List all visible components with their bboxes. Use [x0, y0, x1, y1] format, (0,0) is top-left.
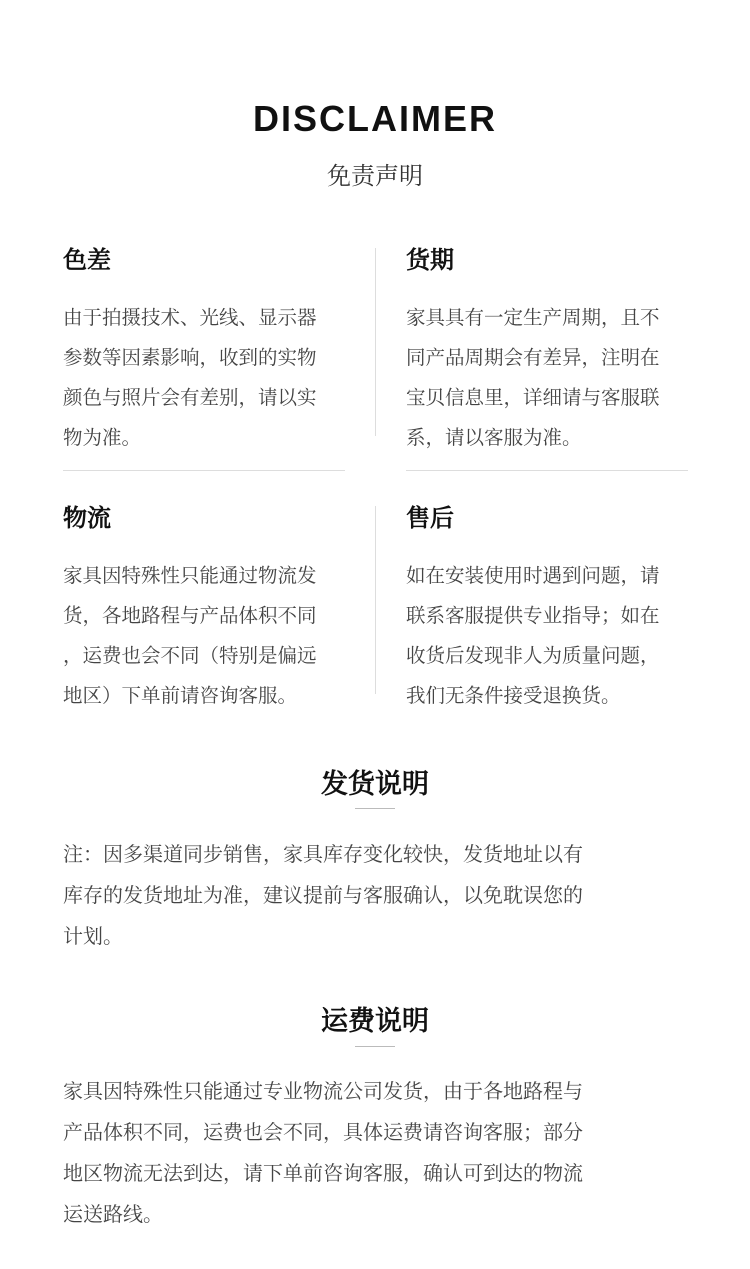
freight-paragraph: [63, 1071, 693, 1235]
para-line: 家具因特殊性只能通过专业物流公司发货，由于各地路程与: [63, 1079, 583, 1103]
cell-line: 同产品周期会有差异，注明在: [406, 346, 660, 369]
page-title: DISCLAIMER: [253, 98, 497, 139]
para-line: 注：因多渠道同步销售，家具库存变化较快，发货地址以有: [63, 842, 583, 866]
disclaimer-delivery-time: [406, 240, 696, 458]
horizontal-divider: [406, 470, 688, 471]
cell-line: 宝贝信息里，详细请与客服联: [406, 386, 660, 409]
cell-line: 颜色与照片会有差别，请以实: [63, 386, 317, 409]
disclaimer-color-difference: [63, 240, 353, 458]
cell-heading: 色差: [63, 246, 111, 274]
cell-line: 家具具有一定生产周期，且不: [406, 306, 660, 329]
freight-heading: 运费说明: [321, 1006, 429, 1037]
cell-line: 物为准。: [63, 426, 142, 449]
heading-underline: [355, 808, 395, 809]
disclaimer-logistics: [63, 498, 353, 716]
cell-line: 收货后发现非人为质量问题，: [406, 644, 660, 667]
shipping-paragraph: [63, 834, 693, 957]
cell-line: 货，各地路程与产品体积不同: [63, 604, 317, 627]
cell-line: 家具因特殊性只能通过物流发: [63, 564, 317, 587]
cell-line: 如在安装使用时遇到问题，请: [406, 564, 660, 587]
cell-line: 参数等因素影响，收到的实物: [63, 346, 317, 369]
cell-line: 我们无条件接受退换货。: [406, 684, 621, 707]
para-line: 产品体积不同，运费也会不同，具体运费请咨询客服；部分: [63, 1120, 583, 1144]
horizontal-divider: [63, 470, 345, 471]
cell-heading: 货期: [406, 246, 454, 274]
heading-underline: [355, 1046, 395, 1047]
para-line: 地区物流无法到达，请下单前咨询客服，确认可到达的物流: [63, 1161, 583, 1185]
para-line: 计划。: [63, 924, 123, 948]
para-line: 库存的发货地址为准，建议提前与客服确认，以免耽误您的: [63, 883, 583, 907]
vertical-divider: [375, 248, 376, 436]
page-subtitle: 免责声明: [327, 162, 423, 190]
cell-line: 地区）下单前请咨询客服。: [63, 684, 298, 707]
vertical-divider: [375, 506, 376, 694]
cell-line: 联系客服提供专业指导；如在: [406, 604, 660, 627]
shipping-heading: 发货说明: [321, 769, 429, 800]
cell-heading: 物流: [63, 504, 111, 532]
disclaimer-after-sales: [406, 498, 696, 716]
cell-heading: 售后: [406, 504, 454, 532]
cell-line: 系，请以客服为准。: [406, 426, 582, 449]
cell-line: ，运费也会不同（特别是偏远: [63, 644, 317, 667]
para-line: 运送路线。: [63, 1202, 163, 1226]
cell-line: 由于拍摄技术、光线、显示器: [63, 306, 317, 329]
